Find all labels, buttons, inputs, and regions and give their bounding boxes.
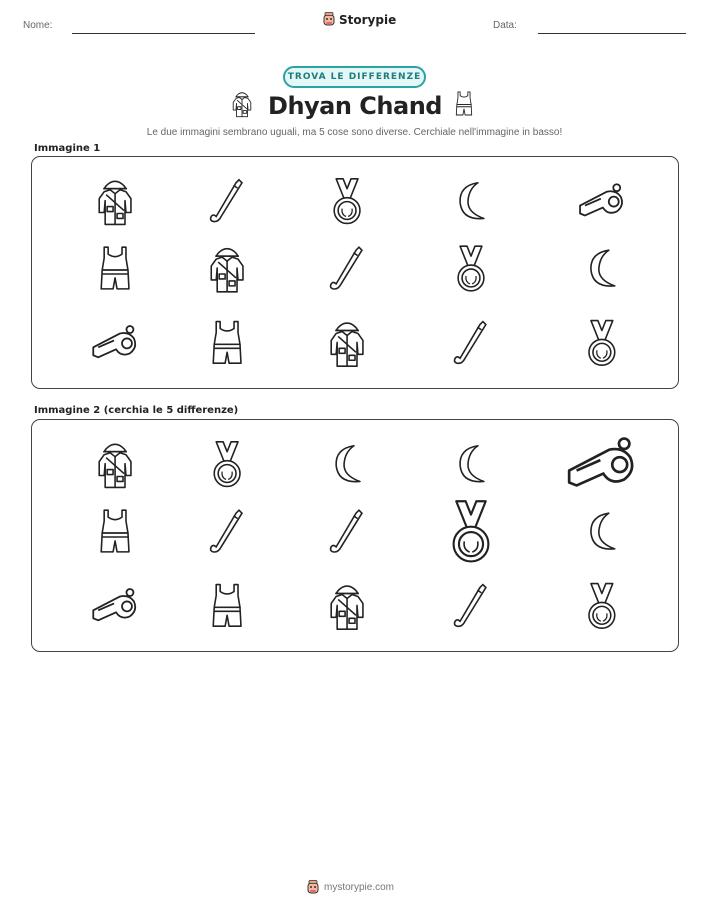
uniform-icon — [211, 249, 243, 292]
hockey-stick-icon[interactable] — [454, 585, 485, 627]
image1-label: Immagine 1 — [34, 143, 101, 154]
image2-grid[interactable] — [32, 420, 678, 651]
image2-label: Immagine 2 (cerchia le 5 differenze) — [34, 405, 239, 416]
name-label: Nome: — [23, 20, 53, 31]
hockey-stick-icon — [331, 247, 362, 289]
whistle-icon — [580, 184, 622, 215]
date-line[interactable] — [538, 33, 686, 34]
moon-icon[interactable] — [460, 446, 484, 482]
moon-icon — [591, 250, 615, 286]
storypie-mascot-icon — [306, 880, 320, 895]
storypie-logo — [322, 12, 396, 27]
whistle-icon — [93, 326, 135, 357]
footer — [306, 880, 394, 895]
moon-icon[interactable] — [591, 513, 615, 549]
hockey-stick-icon[interactable] — [331, 510, 362, 552]
instructions: Le due immagini sembrano uguali, ma 5 cose sono diverse. Cerchiale nell'immagine in basso! — [146, 127, 563, 138]
medal-icon — [589, 321, 615, 366]
activity-badge: TROVA LE DIFFERENZE — [283, 66, 426, 88]
jersey-icon — [453, 90, 475, 118]
name-line[interactable] — [72, 33, 255, 34]
image1-panel — [31, 156, 679, 389]
moon-icon — [460, 183, 484, 219]
uniform-icon — [99, 181, 131, 224]
medal-icon — [334, 179, 360, 224]
whistle-icon[interactable] — [93, 589, 135, 620]
jersey-icon — [101, 247, 129, 289]
hockey-stick-icon[interactable] — [211, 510, 242, 552]
image1-grid — [32, 157, 678, 388]
jersey-icon — [213, 322, 241, 364]
jersey-icon[interactable] — [213, 585, 241, 627]
logo-text: Storypie — [339, 12, 397, 27]
hockey-stick-icon — [454, 322, 485, 364]
medal-icon[interactable] — [214, 442, 240, 487]
uniform-icon[interactable] — [331, 586, 363, 629]
medal-icon[interactable] — [454, 501, 489, 561]
moon-icon[interactable] — [336, 446, 360, 482]
uniform-icon — [331, 323, 363, 366]
hockey-stick-icon — [211, 180, 242, 222]
footer-url[interactable]: mystorypie.com — [324, 882, 395, 893]
uniform-icon[interactable] — [99, 444, 131, 487]
storypie-mascot-icon — [322, 12, 336, 27]
page-title: Dhyan Chand — [268, 92, 442, 120]
medal-icon[interactable] — [589, 584, 615, 629]
jersey-icon[interactable] — [101, 510, 129, 552]
medal-icon — [458, 246, 484, 291]
image2-panel[interactable] — [31, 419, 679, 652]
date-label: Data: — [493, 20, 517, 31]
whistle-icon[interactable] — [569, 439, 632, 486]
